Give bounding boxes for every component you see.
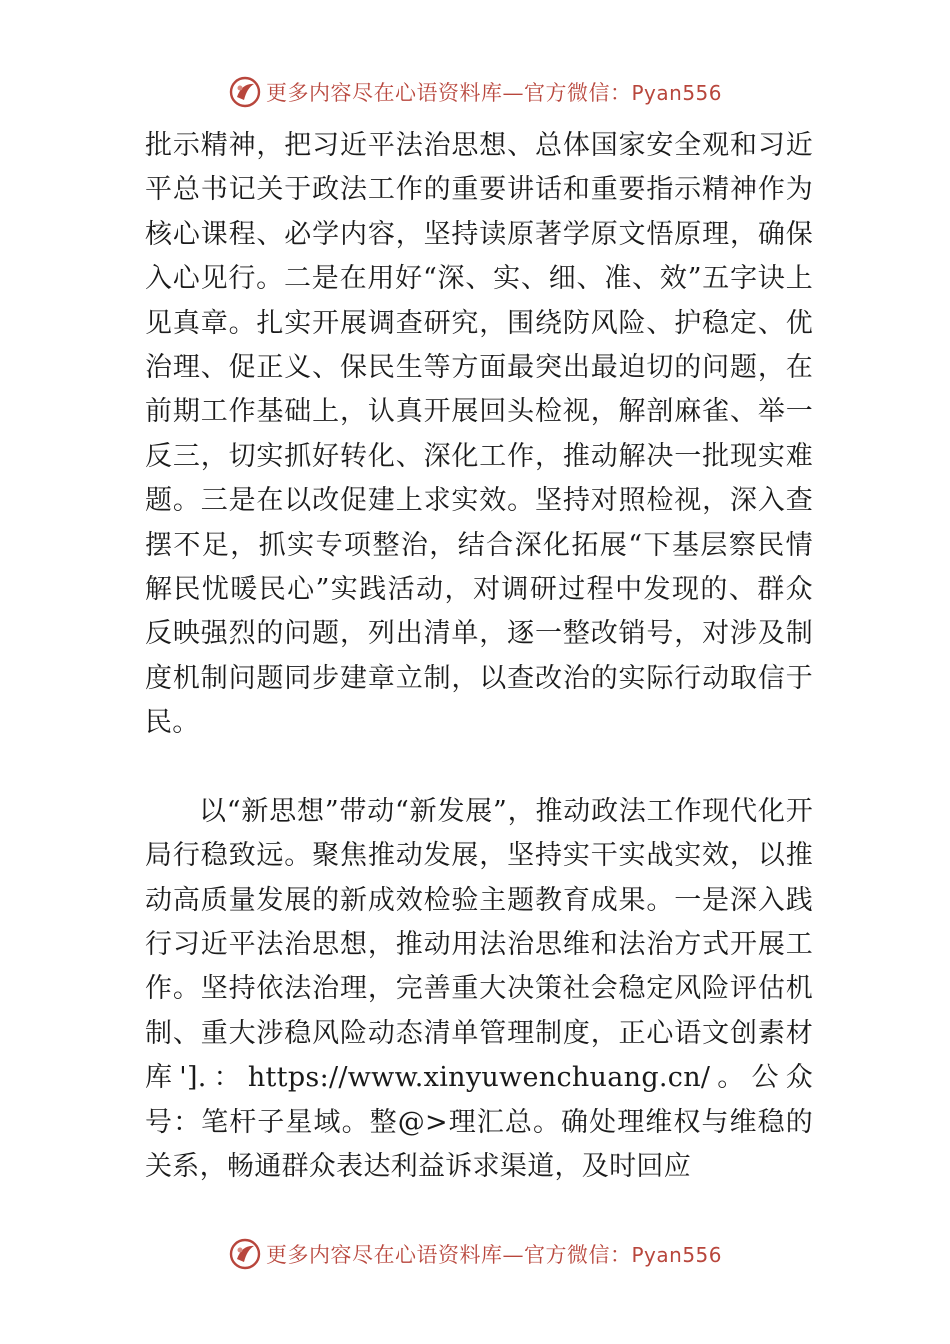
banner-label: 更多内容尽在心语资料库—官方微信：: [265, 81, 632, 105]
document-body: [145, 124, 813, 1189]
logo-icon: [228, 1237, 262, 1271]
banner-label: 更多内容尽在心语资料库—官方微信：: [265, 1243, 632, 1267]
paragraph: 批示精神，把习近平法治思想、总体国家安全观和习近平总书记关于政法工作的重要讲话和重要指示精神作为核心课程、必学内容，坚持读原著学原文悟原理，确保入心见行。二是在用好“深、实、细、准、效”五字诀上见真章。扎实开展调查研究，围绕防风险、护稳定、优治理、促正义、保民生等方面最突出最迫切的问题，在前期工作基础上，认真开展回头检视，解剖麻雀、举一反三，切实抓好转化、深化工作，推动解决一批现实难题。三是在以改促建上求实效。坚持对照检视，深入查摆不足，抓实专项整治，结合深化拓展“下基层察民情解民忧暖民心”实践活动，对调研过程中发现的、群众反映强烈的问题，列出清单，逐一整改销号，对涉及制度机制问题同步建章立制，以查改治的实际行动取信于民。: [145, 130, 813, 739]
banner-wechat-id: Pyan556: [631, 1243, 722, 1267]
logo-icon: [228, 75, 262, 109]
paragraph: 以“新思想”带动“新发展”，推动政法工作现代化开局行稳致远。聚焦推动发展，坚持实干实战实效，以推动高质量发展的新成效检验主题教育成果。一是深入践行习近平法治思想，推动用法治思维和法治方式开展工作。坚持依法治理，完善重大决策社会稳定风险评估机制、重大涉稳风险动态清单管理制度，正心语文创素材库'].：https://www.xinyuwenchuang.cn/。公众号：笔杆子星域。整@>理汇总。确处理维权与维稳的关系，畅通群众表达利益诉求渠道，及时回应: [145, 795, 813, 1182]
header-banner: [0, 72, 950, 112]
banner-text: [266, 77, 722, 107]
banner-text: [266, 1239, 722, 1269]
footer-banner: [0, 1234, 950, 1274]
banner-wechat-id: Pyan556: [631, 81, 722, 105]
